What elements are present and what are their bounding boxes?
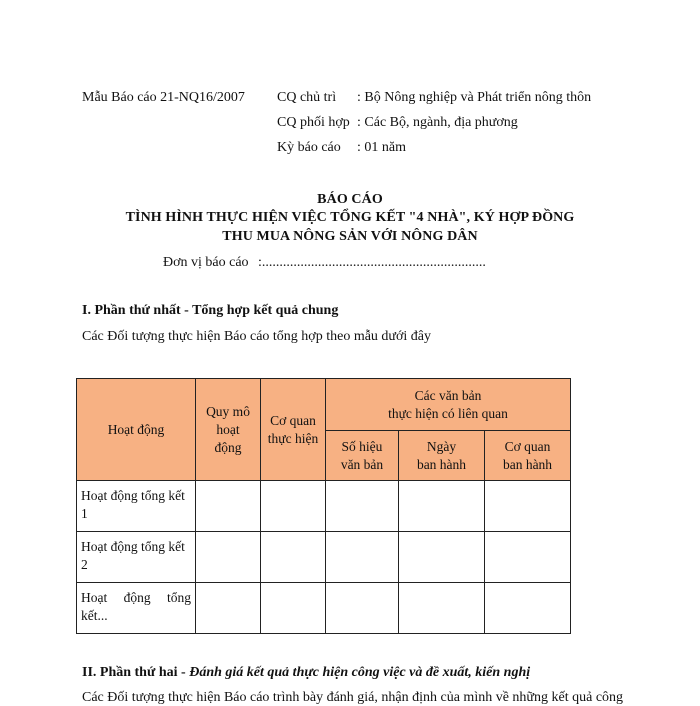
lead-agency-value: : Bộ Nông nghiệp và Phát triển nông thôn [357,90,592,105]
reporting-unit-value: :................................................................ [258,255,486,270]
header-activity: Hoạt động [77,379,196,481]
row-doc-number-cell [326,481,399,532]
row-scale-cell [196,532,261,583]
row-issue-date-cell [399,583,485,634]
table-row [77,583,571,634]
coordinating-agency-label: CQ phối hợp [277,115,350,130]
section1-heading: I. Phần thứ nhất - Tổng hợp kết quả chung [82,303,339,318]
section1-description: Các Đối tượng thực hiện Báo cáo tổng hợp theo mẫu dưới đây [82,329,432,344]
report-period-label: Kỳ báo cáo [277,140,341,155]
header-doc-number: Số hiệu văn bản [326,431,399,481]
section2-heading: II. Phần thứ hai - Đánh giá kết quả thực hiện công việc và đề xuất, kiến nghị [82,665,531,680]
section2-description: Các Đối tượng thực hiện Báo cáo trình bày đánh giá, nhận định của mình về những kết quả công [82,690,624,705]
activity-table [76,378,571,634]
header-scale: Quy mô hoạt động [196,379,261,481]
row-issuing-agency-cell [485,481,571,532]
row-scale-cell [196,481,261,532]
row-doc-number-cell [326,532,399,583]
report-period-value: : 01 năm [357,140,406,155]
form-code: Mẫu Báo cáo 21-NQ16/2007 [82,90,245,105]
header-issue-date: Ngày ban hành [399,431,485,481]
row-agency-cell [261,532,326,583]
table-row [77,532,571,583]
table-row [77,481,571,532]
report-title-line3: THU MUA NÔNG SẢN VỚI NÔNG DÂN [222,229,478,244]
header-related-docs: Các văn bản thực hiện có liên quan [326,379,571,431]
row-issue-date-cell [399,481,485,532]
row-issuing-agency-cell [485,532,571,583]
lead-agency-label: CQ chủ trì [277,90,337,105]
row-activity-cell: Hoạt động tổng kết... [77,583,196,634]
row-issuing-agency-cell [485,583,571,634]
row-activity-cell: Hoạt động tổng kết 2 [77,532,196,583]
row-doc-number-cell [326,583,399,634]
reporting-unit-label: Đơn vị báo cáo [163,255,249,270]
coordinating-agency-value: : Các Bộ, ngành, địa phương [357,115,518,130]
row-agency-cell [261,481,326,532]
row-scale-cell [196,583,261,634]
row-activity-cell: Hoạt động tổng kết 1 [77,481,196,532]
report-title-line2: TÌNH HÌNH THỰC HIỆN VIỆC TỔNG KẾT "4 NHÀ", KÝ HỢP ĐỒNG [125,210,575,225]
header-agency: Cơ quan thực hiện [261,379,326,481]
row-issue-date-cell [399,532,485,583]
row-agency-cell [261,583,326,634]
header-issuing-agency: Cơ quan ban hành [485,431,571,481]
report-title: BÁO CÁO [317,192,383,207]
